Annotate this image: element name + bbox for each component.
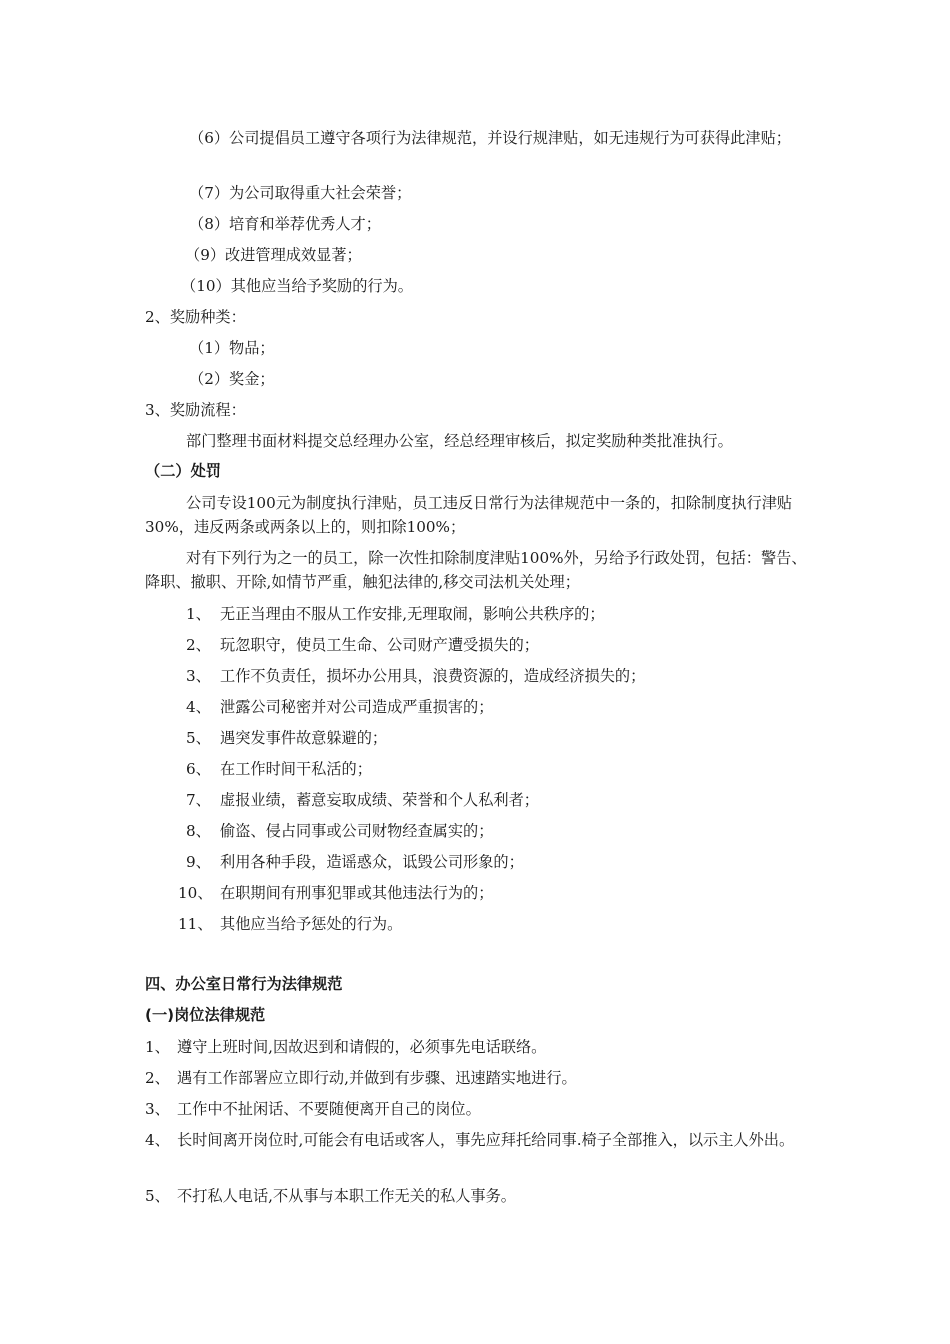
list-item: 9、 利用各种手段，造谣惑众，诋毁公司形象的； xyxy=(186,853,524,871)
list-item: 8、 偷盗、侵占同事或公司财物经查属实的； xyxy=(186,822,494,840)
list-item: 2、 玩忽职守，使员工生命、公司财产遭受损失的； xyxy=(186,636,539,654)
reward-process-heading: 3、奖励流程： xyxy=(145,401,246,419)
reward-item-6: （6）公司提倡员工遵守各项行为法律规范，并设行规津贴，如无违规行为可获得此津贴； xyxy=(189,129,791,147)
section-4-subheading: (一)岗位法律规范 xyxy=(145,1006,266,1024)
punish-para-2: 对有下列行为之一的员工，除一次性扣除制度津贴100%外，另给予行政处罚，包括：警告、降职、撤职、开除,如情节严重，触犯法律的,移交司法机关处理； xyxy=(145,549,807,591)
list-item: 6、 在工作时间干私活的； xyxy=(186,760,372,778)
punish-heading: （二）处罚 xyxy=(145,462,221,480)
list-item: 4、 长时间离开岗位时,可能会有电话或客人，事先应拜托给同事.椅子全部推入，以示主人外出。 xyxy=(145,1131,795,1149)
list-item: 1、 遵守上班时间,因故迟到和请假的，必须事先电话联络。 xyxy=(145,1038,547,1056)
reward-item-7: （7）为公司取得重大社会荣誉； xyxy=(189,184,412,202)
list-item: 1、 无正当理由不服从工作安排,无理取闹，影响公共秩序的； xyxy=(186,605,605,623)
reward-type-bonus: （2）奖金； xyxy=(189,370,275,388)
list-item: 3、 工作中不扯闲话、不要随便离开自己的岗位。 xyxy=(145,1100,481,1118)
reward-type-goods: （1）物品； xyxy=(189,339,275,357)
reward-types-heading: 2、奖励种类： xyxy=(145,308,246,326)
section-4-heading: 四、办公室日常行为法律规范 xyxy=(145,975,343,993)
list-item: 3、 工作不负责任，损坏办公用具，浪费资源的，造成经济损失的； xyxy=(186,667,646,685)
list-item: 5、 不打私人电话,不从事与本职工作无关的私人事务。 xyxy=(145,1187,516,1205)
reward-item-10: （10）其他应当给予奖励的行为。 xyxy=(181,277,413,295)
list-item: 11、 其他应当给予惩处的行为。 xyxy=(178,915,403,933)
reward-item-9: （9）改进管理成效显著； xyxy=(185,246,362,264)
punish-para-1: 公司专设100元为制度执行津贴，员工违反日常行为法律规范中一条的，扣除制度执行津贴30%，违反两条或两条以上的，则扣除100%； xyxy=(145,494,793,536)
list-item: 4、 泄露公司秘密并对公司造成严重损害的； xyxy=(186,698,494,716)
list-item: 7、 虚报业绩，蓄意妄取成绩、荣誉和个人私利者； xyxy=(186,791,539,809)
list-item: 2、 遇有工作部署应立即行动,并做到有步骤、迅速踏实地进行。 xyxy=(145,1069,577,1087)
list-item: 5、 遇突发事件故意躲避的； xyxy=(186,729,388,747)
reward-item-8: （8）培育和举荐优秀人才； xyxy=(189,215,381,233)
reward-process-text: 部门整理书面材料提交总经理办公室，经总经理审核后，拟定奖励种类批准执行。 xyxy=(186,432,733,450)
list-item: 10、 在职期间有刑事犯罪或其他违法行为的； xyxy=(178,884,494,902)
